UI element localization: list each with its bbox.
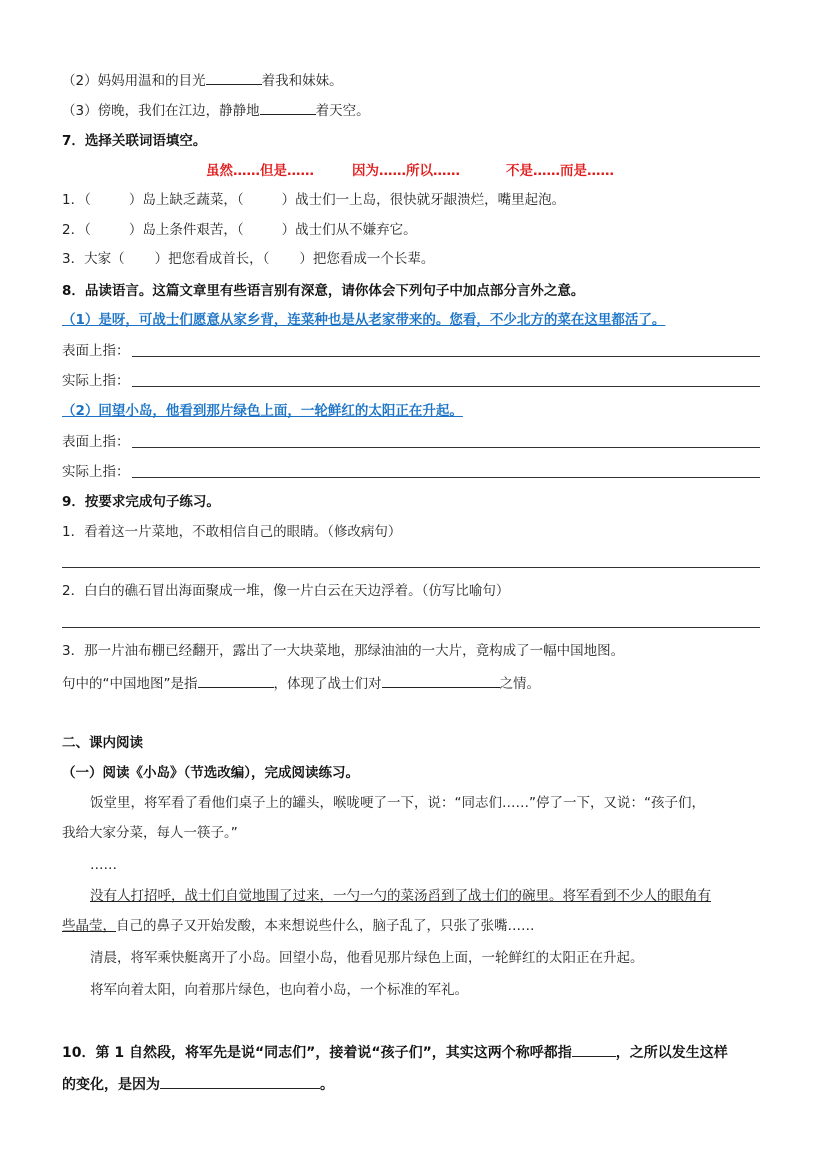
q9-title: 9．按要求完成句子练习。 [62,494,220,510]
q7-sentence-2: 2．（ ）岛上条件艰苦，（ ）战士们从不嫌弃它。 [62,222,417,238]
reading-p1-line-2: 我给大家分菜，每人一筷子。” [62,825,238,841]
q7-option-2: 因为……所以…… [352,163,460,179]
q7-option-1: 虽然……但是…… [206,163,314,179]
reading-p2-line-2: 些晶莹，自己的鼻子又开始发酸，本来想说些什么，脑子乱了，只张了张嘴…… [62,918,535,934]
q8-actual-label-2: 实际上指： [62,464,130,480]
reading-ellipsis: …… [90,857,117,873]
q8-passage-2: （2）回望小岛，他看到那片绿色上面，一轮鲜红的太阳正在升起。 [62,403,463,419]
blank-input[interactable] [160,1074,320,1089]
blank-input[interactable] [260,100,316,115]
blank-input[interactable] [198,673,274,688]
blank-input[interactable] [382,673,500,688]
q9-sentence-1: 1．看着这一片菜地，不敢相信自己的眼睛。（修改病句） [62,524,402,540]
q8-passage-1: （1）是呀，可战士们愿意从家乡背，连菜种也是从老家带来的。您看，不少北方的菜在这里都活了。 [62,312,666,328]
q8-surface-label-1: 表面上指： [62,343,130,359]
item-2: （2）妈妈用温和的目光 着我和妹妹。 [62,70,343,91]
q10-line-2: 的变化，是因为 。 [62,1074,334,1095]
q8-title: 8．品读语言。这篇文章里有些语言别有深意，请你体会下列句子中加点部分言外之意。 [62,283,585,299]
blank-input[interactable] [572,1042,616,1057]
item-3: （3）傍晚，我们在江边，静静地 着天空。 [62,100,370,121]
q9-sentence-3: 3．那一片油布棚已经翻开，露出了一大块菜地，那绿油油的一大片，竟构成了一幅中国地图。 [62,643,625,659]
answer-line[interactable] [132,386,760,387]
reading-p4: 将军向着太阳，向着那片绿色，也向着小岛，一个标准的军礼。 [90,982,468,998]
q7-title: 7．选择关联词语填空。 [62,133,207,149]
q9-sentence-3-question: 句中的“中国地图”是指 ，体现了战士们对 之情。 [62,673,540,694]
q7-sentence-3: 3．大家（ ）把您看成首长，（ ）把您看成一个长辈。 [62,251,435,267]
q8-actual-label-1: 实际上指： [62,373,130,389]
q7-option-3: 不是……而是…… [506,163,614,179]
q9-sentence-2: 2．白白的礁石冒出海面聚成一堆，像一片白云在天边浮着。（仿写比喻句） [62,583,510,599]
q7-sentence-1: 1．（ ）岛上缺乏蔬菜，（ ）战士们一上岛，很快就牙龈溃烂，嘴里起泡。 [62,192,566,208]
answer-line[interactable] [62,627,760,628]
answer-line[interactable] [132,356,760,357]
q8-surface-label-2: 表面上指： [62,434,130,450]
answer-line[interactable] [132,477,760,478]
section-2-title: 二、课内阅读 [62,735,143,751]
reading-p2-line-1: 没有人打招呼，战士们自觉地围了过来，一勺一勺的菜汤舀到了战士们的碗里。将军看到不少人的眼角有 [90,888,711,904]
answer-line[interactable] [132,447,760,448]
answer-line[interactable] [62,567,760,568]
reading-p1-line-1: 饭堂里，将军看了看他们桌子上的罐头，喉咙哽了一下，说：“同志们……”停了一下，又说：“孩子们， [90,795,705,811]
q10-line-1: 10．第 1 自然段，将军先是说“同志们”，接着说“孩子们”，其实这两个称呼都指 ，之所以发生这样 [62,1042,728,1063]
reading-p3: 清晨，将军乘快艇离开了小岛。回望小岛，他看见那片绿色上面，一轮鲜红的太阳正在升起。 [90,950,644,966]
section-2-subtitle: （一）阅读《小岛》（节选改编），完成阅读练习。 [62,765,359,781]
blank-input[interactable] [206,70,262,85]
